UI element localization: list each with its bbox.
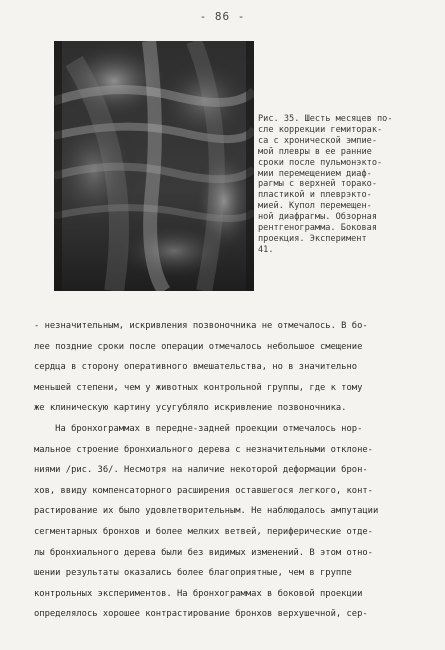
caption-line: рагмы с верхней торако-: [258, 179, 377, 190]
body-line: сегментарных бронхов и более мелких ветвей, периферические отде-: [34, 526, 373, 537]
body-line: мальное строение бронхиального дерева с незначительными отклоне-: [34, 444, 373, 455]
body-text: [34, 316, 434, 625]
body-line: хов, ввиду компенсаторного расширения оставшегося легкого, конт-: [34, 485, 373, 496]
body-line: определялось хорошее контрастирование бронхов верхушечной, сер-: [34, 609, 368, 620]
body-line: лы бронхиального дерева были без видимых изменений. В этом отно-: [34, 547, 373, 558]
caption-line: мой плевры в ее ранние: [258, 146, 372, 157]
caption-line: ной диафрагмы. Обзорная: [258, 212, 377, 223]
page-number: - 86 -: [199, 10, 246, 23]
xray-image: [54, 41, 254, 291]
body-line: растирование их было удовлетворительным. Не наблюдалось ампутации: [34, 506, 379, 517]
body-line: меньшей степени, чем у животных контрольной группы, где к тому: [34, 382, 363, 393]
caption-line: проекция. Эксперимент: [258, 233, 367, 244]
caption-line: сле коррекции гемиторак-: [258, 124, 383, 135]
caption-line: мии перемещением диаф-: [258, 168, 372, 179]
caption-line: са с хронической эмпие-: [258, 135, 377, 146]
caption-line: 41.: [258, 244, 274, 255]
radiograph-graphic: [54, 41, 254, 291]
body-line: сердца в сторону оперативного вмешательства, но в значительно: [34, 362, 358, 373]
body-line: же клиническую картину усугубляло искривление позвоночника.: [34, 403, 347, 414]
caption-line: пластикой и плеврэкто-: [258, 190, 372, 201]
body-line: ниями /рис. 36/. Несмотря на наличие некоторой деформации брон-: [34, 465, 368, 476]
caption-line: сроки после пульмонэкто-: [258, 157, 383, 168]
body-line: лее поздние сроки после операции отмечалось небольшое смещение: [34, 341, 363, 352]
caption-line: рентгенограмма. Боковая: [258, 223, 377, 234]
body-line: На бронхограммах в передне-задней проекции отмечалось нор-: [34, 423, 363, 434]
body-line: шении результаты оказались более благоприятные, чем в группе: [34, 568, 352, 579]
body-line: - незначительным, искривления позвоночника не отмечалось. В бо-: [34, 321, 368, 331]
caption-line: Рис. 35. Шесть месяцев по-: [258, 114, 393, 124]
figure-caption: [258, 114, 438, 256]
body-line: контрольных экспериментов. На бронхограммах в боковой проекции: [34, 588, 363, 599]
caption-line: мией. Купол перемещен-: [258, 201, 372, 212]
